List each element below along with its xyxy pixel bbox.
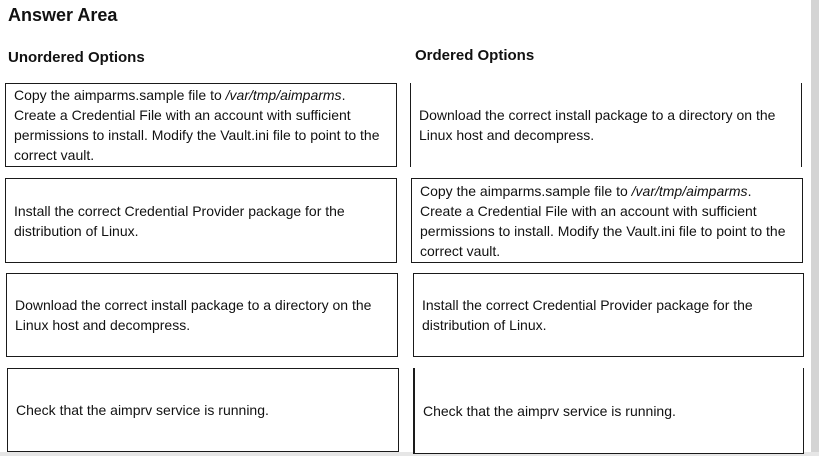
unordered-option-check-aimprv[interactable] (7, 368, 399, 452)
option-text: Download the correct install package to a directory on the Linux host and decompress. (15, 297, 372, 333)
ordered-option-1-download-package[interactable] (410, 83, 802, 167)
unordered-option-install-credential-provider[interactable] (5, 178, 397, 263)
right-edge-frame (811, 0, 819, 456)
unordered-option-download-package[interactable] (6, 273, 398, 357)
option-text: Download the correct install package to a directory on the Linux host and decompress. (419, 107, 776, 143)
answer-area-title: Answer Area (8, 5, 118, 25)
option-text: Check that the aimprv service is running. (423, 402, 676, 419)
ordered-option-3-install-credential-provider[interactable] (413, 273, 804, 357)
unordered-option-copy-aimparms[interactable] (5, 83, 397, 167)
option-text: Check that the aimprv service is running. (16, 402, 269, 418)
option-text: Install the correct Credential Provider package for the distribution of Linux. (422, 297, 753, 333)
ordered-option-4-check-aimprv[interactable] (413, 368, 804, 454)
ordered-option-2-copy-aimparms[interactable] (411, 178, 803, 263)
ordered-options-heading: Ordered Options (415, 47, 535, 64)
option-text: Install the correct Credential Provider package for the distribution of Linux. (14, 202, 345, 239)
option-text: Copy the aimparms.sample file to /var/tmp/aimparms. Create a Credential File with an account with sufficient permissions to install. Modify the Vault.ini file to point to the correct vault. (14, 87, 380, 163)
option-text: Copy the aimparms.sample file to /var/tmp/aimparms. Create a Credential File with an account with sufficient permissions to install. Modify the Vault.ini file to point to the correct vault. (420, 182, 786, 259)
unordered-options-heading: Unordered Options (8, 49, 145, 66)
